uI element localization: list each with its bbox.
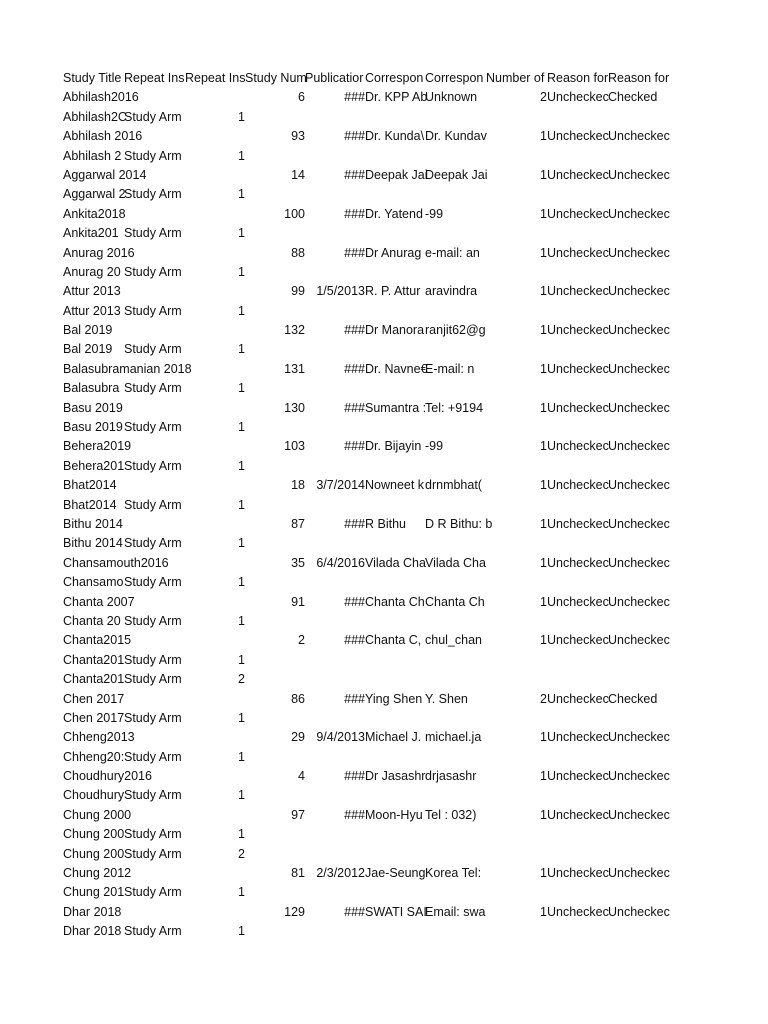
cell-repeat-instrument[interactable]: Study Arm bbox=[124, 885, 182, 900]
cell-reason-for-1[interactable]: Uncheckec bbox=[547, 866, 609, 881]
cell-number-of[interactable]: 2 bbox=[540, 90, 547, 105]
cell-study-title[interactable]: Chen 2017 bbox=[63, 710, 125, 725]
cell-reason-for-1[interactable]: Uncheckec bbox=[547, 284, 609, 299]
cell-study-title[interactable]: Abhilash 2 bbox=[63, 148, 122, 163]
cell-repeat-instrument[interactable]: Study Arm bbox=[124, 924, 182, 939]
header-study-number[interactable]: Study Num bbox=[245, 71, 307, 85]
cell-repeat-instance[interactable]: 1 bbox=[238, 788, 245, 803]
cell-publication[interactable]: ### bbox=[344, 323, 365, 338]
cell-study-title[interactable]: Abhilash2C bbox=[63, 109, 127, 124]
cell-correspondence-1[interactable]: Moon-Hyu bbox=[365, 807, 423, 822]
cell-reason-for-2[interactable]: Uncheckec bbox=[608, 245, 670, 260]
cell-publication[interactable]: 2/3/2012 bbox=[316, 866, 365, 881]
cell-study-title[interactable]: Balasubra bbox=[63, 381, 120, 396]
cell-repeat-instance[interactable]: 1 bbox=[238, 148, 245, 163]
cell-number-of[interactable]: 1 bbox=[540, 361, 547, 376]
cell-correspondence-2[interactable]: e-mail: an bbox=[425, 245, 480, 260]
cell-number-of[interactable]: 1 bbox=[540, 206, 547, 221]
cell-reason-for-1[interactable]: Uncheckec bbox=[547, 439, 609, 454]
cell-reason-for-2[interactable]: Checked bbox=[608, 90, 658, 105]
cell-repeat-instrument[interactable]: Study Arm bbox=[124, 827, 182, 842]
cell-correspondence-1[interactable]: Dr Jasashr bbox=[365, 769, 426, 784]
cell-repeat-instance[interactable]: 1 bbox=[238, 342, 245, 357]
cell-number-of[interactable]: 1 bbox=[540, 129, 547, 144]
cell-repeat-instance[interactable]: 1 bbox=[238, 613, 245, 628]
cell-study-title[interactable]: Choudhury2016 bbox=[63, 769, 152, 784]
cell-number-of[interactable]: 1 bbox=[540, 167, 547, 182]
cell-correspondence-2[interactable]: D R Bithu: b bbox=[425, 516, 493, 531]
cell-correspondence-2[interactable]: Deepak Jai bbox=[425, 167, 488, 182]
cell-number-of[interactable]: 1 bbox=[540, 439, 547, 454]
cell-study-number[interactable]: 18 bbox=[291, 478, 305, 493]
cell-repeat-instance[interactable]: 1 bbox=[238, 575, 245, 590]
cell-publication[interactable]: 6/4/2016 bbox=[316, 555, 365, 570]
cell-repeat-instance[interactable]: 2 bbox=[238, 846, 245, 861]
header-correspondence-1[interactable]: Correspon bbox=[365, 71, 424, 85]
cell-study-number[interactable]: 35 bbox=[291, 555, 305, 570]
cell-publication[interactable]: 1/5/2013 bbox=[316, 284, 365, 299]
cell-repeat-instrument[interactable]: Study Arm bbox=[124, 109, 182, 124]
cell-reason-for-1[interactable]: Uncheckec bbox=[547, 633, 609, 648]
cell-study-number[interactable]: 87 bbox=[291, 516, 305, 531]
cell-study-title[interactable]: Ankita201 bbox=[63, 226, 119, 241]
cell-study-title[interactable]: Balasubramanian 2018 bbox=[63, 361, 192, 376]
header-correspondence-2[interactable]: Correspon bbox=[425, 71, 484, 85]
cell-study-number[interactable]: 81 bbox=[291, 866, 305, 881]
cell-study-number[interactable]: 100 bbox=[284, 206, 305, 221]
cell-reason-for-2[interactable]: Uncheckec bbox=[608, 400, 670, 415]
cell-reason-for-1[interactable]: Uncheckec bbox=[547, 245, 609, 260]
cell-study-title[interactable]: Chanta2015 bbox=[63, 633, 132, 648]
cell-study-title[interactable]: Choudhury bbox=[63, 788, 125, 803]
cell-study-title[interactable]: Bal 2019 bbox=[63, 323, 113, 338]
cell-publication[interactable]: ### bbox=[344, 129, 365, 144]
cell-repeat-instance[interactable]: 1 bbox=[238, 827, 245, 842]
cell-repeat-instance[interactable]: 1 bbox=[238, 924, 245, 939]
cell-study-number[interactable]: 93 bbox=[291, 129, 305, 144]
cell-number-of[interactable]: 1 bbox=[540, 594, 547, 609]
cell-correspondence-2[interactable]: Vilada Cha bbox=[425, 555, 486, 570]
cell-number-of[interactable]: 1 bbox=[540, 478, 547, 493]
cell-reason-for-1[interactable]: Uncheckec bbox=[547, 167, 609, 182]
cell-study-title[interactable]: Chanta 20 bbox=[63, 613, 121, 628]
cell-correspondence-1[interactable]: Dr Anurag bbox=[365, 245, 422, 260]
cell-correspondence-1[interactable]: Deepak Jai bbox=[365, 167, 428, 182]
cell-repeat-instance[interactable]: 1 bbox=[238, 303, 245, 318]
cell-repeat-instrument[interactable]: Study Arm bbox=[124, 749, 182, 764]
cell-study-number[interactable]: 103 bbox=[284, 439, 305, 454]
cell-number-of[interactable]: 1 bbox=[540, 730, 547, 745]
cell-study-title[interactable]: Behera2019 bbox=[63, 439, 132, 454]
cell-repeat-instrument[interactable]: Study Arm bbox=[124, 342, 182, 357]
cell-reason-for-2[interactable]: Uncheckec bbox=[608, 284, 670, 299]
cell-study-title[interactable]: Anurag 2016 bbox=[63, 245, 135, 260]
cell-study-title[interactable]: Chanta201 bbox=[63, 672, 125, 687]
cell-number-of[interactable]: 2 bbox=[540, 691, 547, 706]
cell-study-number[interactable]: 4 bbox=[298, 769, 305, 784]
cell-reason-for-1[interactable]: Uncheckec bbox=[547, 323, 609, 338]
cell-repeat-instrument[interactable]: Study Arm bbox=[124, 303, 182, 318]
cell-publication[interactable]: ### bbox=[344, 439, 365, 454]
cell-study-title[interactable]: Chanta 2007 bbox=[63, 594, 135, 609]
cell-correspondence-2[interactable]: Email: swa bbox=[425, 904, 486, 919]
cell-correspondence-1[interactable]: Sumantra : bbox=[365, 400, 427, 415]
cell-number-of[interactable]: 1 bbox=[540, 400, 547, 415]
cell-study-title[interactable]: Bithu 2014 bbox=[63, 516, 123, 531]
cell-reason-for-1[interactable]: Uncheckec bbox=[547, 555, 609, 570]
cell-number-of[interactable]: 1 bbox=[540, 904, 547, 919]
cell-reason-for-1[interactable]: Uncheckec bbox=[547, 478, 609, 493]
cell-reason-for-1[interactable]: Uncheckec bbox=[547, 206, 609, 221]
cell-correspondence-1[interactable]: Ying Shen bbox=[365, 691, 423, 706]
cell-repeat-instrument[interactable]: Study Arm bbox=[124, 710, 182, 725]
cell-study-title[interactable]: Abhilash2016 bbox=[63, 90, 139, 105]
cell-study-title[interactable]: Aggarwal 2014 bbox=[63, 167, 147, 182]
cell-study-title[interactable]: Chung 2000 bbox=[63, 807, 132, 822]
cell-repeat-instance[interactable]: 1 bbox=[238, 381, 245, 396]
cell-study-title[interactable]: Chung 200 bbox=[63, 846, 125, 861]
cell-study-title[interactable]: Bithu 2014 bbox=[63, 536, 123, 551]
header-reason-for-2[interactable]: Reason for bbox=[608, 71, 670, 85]
cell-study-title[interactable]: Chansamouth2016 bbox=[63, 555, 169, 570]
cell-repeat-instrument[interactable]: Study Arm bbox=[124, 187, 182, 202]
cell-reason-for-1[interactable]: Uncheckec bbox=[547, 594, 609, 609]
cell-correspondence-1[interactable]: Chanta Ch bbox=[365, 594, 425, 609]
cell-study-number[interactable]: 130 bbox=[284, 400, 305, 415]
cell-publication[interactable]: ### bbox=[344, 245, 365, 260]
cell-publication[interactable]: ### bbox=[344, 361, 365, 376]
cell-reason-for-2[interactable]: Uncheckec bbox=[608, 594, 670, 609]
cell-reason-for-2[interactable]: Uncheckec bbox=[608, 167, 670, 182]
header-study-title[interactable]: Study Title bbox=[63, 71, 122, 85]
cell-study-title[interactable]: Abhilash 2016 bbox=[63, 129, 143, 144]
cell-repeat-instrument[interactable]: Study Arm bbox=[124, 458, 182, 473]
cell-correspondence-2[interactable]: ranjit62@g bbox=[425, 323, 486, 338]
cell-repeat-instrument[interactable]: Study Arm bbox=[124, 788, 182, 803]
cell-publication[interactable]: ### bbox=[344, 516, 365, 531]
cell-reason-for-1[interactable]: Uncheckec bbox=[547, 361, 609, 376]
cell-number-of[interactable]: 1 bbox=[540, 555, 547, 570]
cell-repeat-instance[interactable]: 1 bbox=[238, 109, 245, 124]
cell-study-title[interactable]: Chanta201 bbox=[63, 652, 125, 667]
cell-publication[interactable]: ### bbox=[344, 691, 365, 706]
cell-correspondence-2[interactable]: Y. Shen bbox=[425, 691, 468, 706]
cell-correspondence-2[interactable]: -99 bbox=[425, 439, 444, 454]
cell-study-title[interactable]: Chen 2017 bbox=[63, 691, 125, 706]
cell-repeat-instance[interactable]: 1 bbox=[238, 226, 245, 241]
cell-study-title[interactable]: Chung 201 bbox=[63, 885, 125, 900]
cell-number-of[interactable]: 1 bbox=[540, 807, 547, 822]
cell-reason-for-1[interactable]: Uncheckec bbox=[547, 807, 609, 822]
cell-repeat-instance[interactable]: 1 bbox=[238, 652, 245, 667]
cell-number-of[interactable]: 1 bbox=[540, 769, 547, 784]
cell-repeat-instrument[interactable]: Study Arm bbox=[124, 381, 182, 396]
cell-study-number[interactable]: 86 bbox=[291, 691, 305, 706]
cell-reason-for-2[interactable]: Uncheckec bbox=[608, 555, 670, 570]
cell-study-number[interactable]: 99 bbox=[291, 284, 305, 299]
cell-study-title[interactable]: Dhar 2018 bbox=[63, 924, 122, 939]
cell-repeat-instance[interactable]: 1 bbox=[238, 885, 245, 900]
cell-reason-for-2[interactable]: Uncheckec bbox=[608, 323, 670, 338]
cell-correspondence-2[interactable]: Dr. Kundav bbox=[425, 129, 487, 144]
cell-study-title[interactable]: Behera201 bbox=[63, 458, 125, 473]
cell-reason-for-1[interactable]: Uncheckec bbox=[547, 129, 609, 144]
cell-reason-for-1[interactable]: Uncheckec bbox=[547, 400, 609, 415]
cell-correspondence-2[interactable]: Tel : 032) bbox=[425, 807, 477, 822]
cell-study-title[interactable]: Basu 2019 bbox=[63, 400, 123, 415]
cell-reason-for-2[interactable]: Checked bbox=[608, 691, 658, 706]
cell-repeat-instance[interactable]: 2 bbox=[238, 672, 245, 687]
cell-reason-for-2[interactable]: Uncheckec bbox=[608, 478, 670, 493]
cell-publication[interactable]: ### bbox=[344, 400, 365, 415]
cell-reason-for-2[interactable]: Uncheckec bbox=[608, 361, 670, 376]
cell-study-title[interactable]: Bhat2014 bbox=[63, 478, 117, 493]
cell-reason-for-1[interactable]: Uncheckec bbox=[547, 769, 609, 784]
cell-number-of[interactable]: 1 bbox=[540, 633, 547, 648]
cell-correspondence-2[interactable]: Unknown bbox=[425, 90, 478, 105]
cell-reason-for-1[interactable]: Uncheckec bbox=[547, 904, 609, 919]
cell-correspondence-1[interactable]: SWATI SAI bbox=[365, 904, 427, 919]
cell-study-title[interactable]: Bal 2019 bbox=[63, 342, 113, 357]
cell-study-title[interactable]: Dhar 2018 bbox=[63, 904, 122, 919]
cell-repeat-instrument[interactable]: Study Arm bbox=[124, 652, 182, 667]
cell-study-title[interactable]: Chheng20: bbox=[63, 749, 125, 764]
cell-study-title[interactable]: Anurag 20 bbox=[63, 264, 121, 279]
cell-study-title[interactable]: Basu 2019 bbox=[63, 420, 123, 435]
cell-study-number[interactable]: 97 bbox=[291, 807, 305, 822]
cell-repeat-instrument[interactable]: Study Arm bbox=[124, 497, 182, 512]
cell-correspondence-1[interactable]: Dr Manora bbox=[365, 323, 425, 338]
cell-study-title[interactable]: Chheng2013 bbox=[63, 730, 135, 745]
cell-study-number[interactable]: 91 bbox=[291, 594, 305, 609]
cell-study-title[interactable]: Chansamo bbox=[63, 575, 124, 590]
cell-repeat-instrument[interactable]: Study Arm bbox=[124, 672, 182, 687]
cell-number-of[interactable]: 1 bbox=[540, 866, 547, 881]
cell-study-number[interactable]: 14 bbox=[291, 167, 305, 182]
cell-correspondence-1[interactable]: Michael J. bbox=[365, 730, 422, 745]
cell-study-number[interactable]: 88 bbox=[291, 245, 305, 260]
cell-study-title[interactable]: Chung 2012 bbox=[63, 866, 132, 881]
cell-repeat-instance[interactable]: 1 bbox=[238, 536, 245, 551]
cell-correspondence-2[interactable]: Korea Tel: bbox=[425, 866, 482, 881]
cell-correspondence-1[interactable]: Nowneet k bbox=[365, 478, 425, 493]
cell-study-number[interactable]: 2 bbox=[298, 633, 305, 648]
cell-correspondence-1[interactable]: Vilada Cha bbox=[365, 555, 426, 570]
cell-study-number[interactable]: 129 bbox=[284, 904, 305, 919]
cell-repeat-instance[interactable]: 1 bbox=[238, 420, 245, 435]
cell-correspondence-2[interactable]: aravindra bbox=[425, 284, 478, 299]
cell-correspondence-2[interactable]: drnmbhat( bbox=[425, 478, 482, 493]
header-number-of[interactable]: Number of bbox=[486, 71, 545, 85]
cell-correspondence-1[interactable]: Chanta C, bbox=[365, 633, 422, 648]
cell-reason-for-2[interactable]: Uncheckec bbox=[608, 807, 670, 822]
cell-repeat-instrument[interactable]: Study Arm bbox=[124, 575, 182, 590]
cell-publication[interactable]: 3/7/2014 bbox=[316, 478, 365, 493]
header-publication[interactable]: Publicatior bbox=[305, 71, 364, 85]
cell-correspondence-1[interactable]: Dr. Navne€ bbox=[365, 361, 428, 376]
cell-publication[interactable]: ### bbox=[344, 90, 365, 105]
cell-correspondence-2[interactable]: drjasashr bbox=[425, 769, 477, 784]
cell-reason-for-1[interactable]: Uncheckec bbox=[547, 691, 609, 706]
cell-study-title[interactable]: Ankita2018 bbox=[63, 206, 126, 221]
header-repeat-instance[interactable]: Repeat Ins bbox=[185, 71, 246, 85]
cell-reason-for-2[interactable]: Uncheckec bbox=[608, 730, 670, 745]
cell-correspondence-1[interactable]: Dr. Kunda\ bbox=[365, 129, 425, 144]
cell-repeat-instrument[interactable]: Study Arm bbox=[124, 536, 182, 551]
header-reason-for-1[interactable]: Reason for bbox=[547, 71, 609, 85]
cell-repeat-instrument[interactable]: Study Arm bbox=[124, 846, 182, 861]
cell-correspondence-2[interactable]: Chanta Ch bbox=[425, 594, 485, 609]
cell-repeat-instance[interactable]: 1 bbox=[238, 749, 245, 764]
cell-correspondence-2[interactable]: -99 bbox=[425, 206, 444, 221]
cell-publication[interactable]: ### bbox=[344, 769, 365, 784]
cell-correspondence-1[interactable]: Dr. KPP Ab bbox=[365, 90, 428, 105]
cell-correspondence-2[interactable]: Tel: +9194 bbox=[425, 400, 484, 415]
cell-number-of[interactable]: 1 bbox=[540, 516, 547, 531]
cell-publication[interactable]: ### bbox=[344, 633, 365, 648]
cell-publication[interactable]: ### bbox=[344, 807, 365, 822]
cell-repeat-instance[interactable]: 1 bbox=[238, 458, 245, 473]
header-repeat-instrument[interactable]: Repeat Ins bbox=[124, 71, 185, 85]
cell-reason-for-2[interactable]: Uncheckec bbox=[608, 769, 670, 784]
cell-study-number[interactable]: 131 bbox=[284, 361, 305, 376]
cell-correspondence-1[interactable]: Jae-Seung bbox=[365, 866, 426, 881]
cell-repeat-instrument[interactable]: Study Arm bbox=[124, 226, 182, 241]
cell-reason-for-2[interactable]: Uncheckec bbox=[608, 633, 670, 648]
cell-repeat-instance[interactable]: 1 bbox=[238, 264, 245, 279]
cell-study-title[interactable]: Bhat2014 bbox=[63, 497, 117, 512]
cell-repeat-instance[interactable]: 1 bbox=[238, 187, 245, 202]
cell-correspondence-2[interactable]: michael.ja bbox=[425, 730, 482, 745]
cell-reason-for-1[interactable]: Uncheckec bbox=[547, 730, 609, 745]
cell-study-title[interactable]: Chung 200 bbox=[63, 827, 125, 842]
cell-publication[interactable]: 9/4/2013 bbox=[316, 730, 365, 745]
cell-correspondence-1[interactable]: Dr. Bijayin bbox=[365, 439, 422, 454]
cell-reason-for-1[interactable]: Uncheckec bbox=[547, 516, 609, 531]
cell-study-title[interactable]: Attur 2013 bbox=[63, 284, 121, 299]
cell-correspondence-2[interactable]: chul_chan bbox=[425, 633, 482, 648]
cell-study-number[interactable]: 6 bbox=[298, 90, 305, 105]
cell-publication[interactable]: ### bbox=[344, 206, 365, 221]
cell-reason-for-2[interactable]: Uncheckec bbox=[608, 439, 670, 454]
cell-repeat-instance[interactable]: 1 bbox=[238, 710, 245, 725]
cell-reason-for-2[interactable]: Uncheckec bbox=[608, 516, 670, 531]
cell-repeat-instrument[interactable]: Study Arm bbox=[124, 613, 182, 628]
cell-number-of[interactable]: 1 bbox=[540, 323, 547, 338]
cell-reason-for-2[interactable]: Uncheckec bbox=[608, 866, 670, 881]
cell-correspondence-1[interactable]: R Bithu bbox=[365, 516, 406, 531]
cell-correspondence-1[interactable]: R. P. Attur bbox=[365, 284, 421, 299]
cell-reason-for-2[interactable]: Uncheckec bbox=[608, 904, 670, 919]
cell-number-of[interactable]: 1 bbox=[540, 284, 547, 299]
cell-reason-for-2[interactable]: Uncheckec bbox=[608, 206, 670, 221]
cell-publication[interactable]: ### bbox=[344, 167, 365, 182]
cell-study-number[interactable]: 132 bbox=[284, 323, 305, 338]
cell-study-number[interactable]: 29 bbox=[291, 730, 305, 745]
cell-correspondence-1[interactable]: Dr. Yatend bbox=[365, 206, 423, 221]
cell-repeat-instrument[interactable]: Study Arm bbox=[124, 420, 182, 435]
cell-study-title[interactable]: Attur 2013 bbox=[63, 303, 121, 318]
cell-reason-for-1[interactable]: Uncheckec bbox=[547, 90, 609, 105]
cell-publication[interactable]: ### bbox=[344, 594, 365, 609]
cell-study-title[interactable]: Aggarwal 2 bbox=[63, 187, 126, 202]
cell-reason-for-2[interactable]: Uncheckec bbox=[608, 129, 670, 144]
cell-number-of[interactable]: 1 bbox=[540, 245, 547, 260]
cell-correspondence-2[interactable]: E-mail: n bbox=[425, 361, 475, 376]
cell-repeat-instrument[interactable]: Study Arm bbox=[124, 148, 182, 163]
cell-publication[interactable]: ### bbox=[344, 904, 365, 919]
cell-repeat-instance[interactable]: 1 bbox=[238, 497, 245, 512]
cell-repeat-instrument[interactable]: Study Arm bbox=[124, 264, 182, 279]
